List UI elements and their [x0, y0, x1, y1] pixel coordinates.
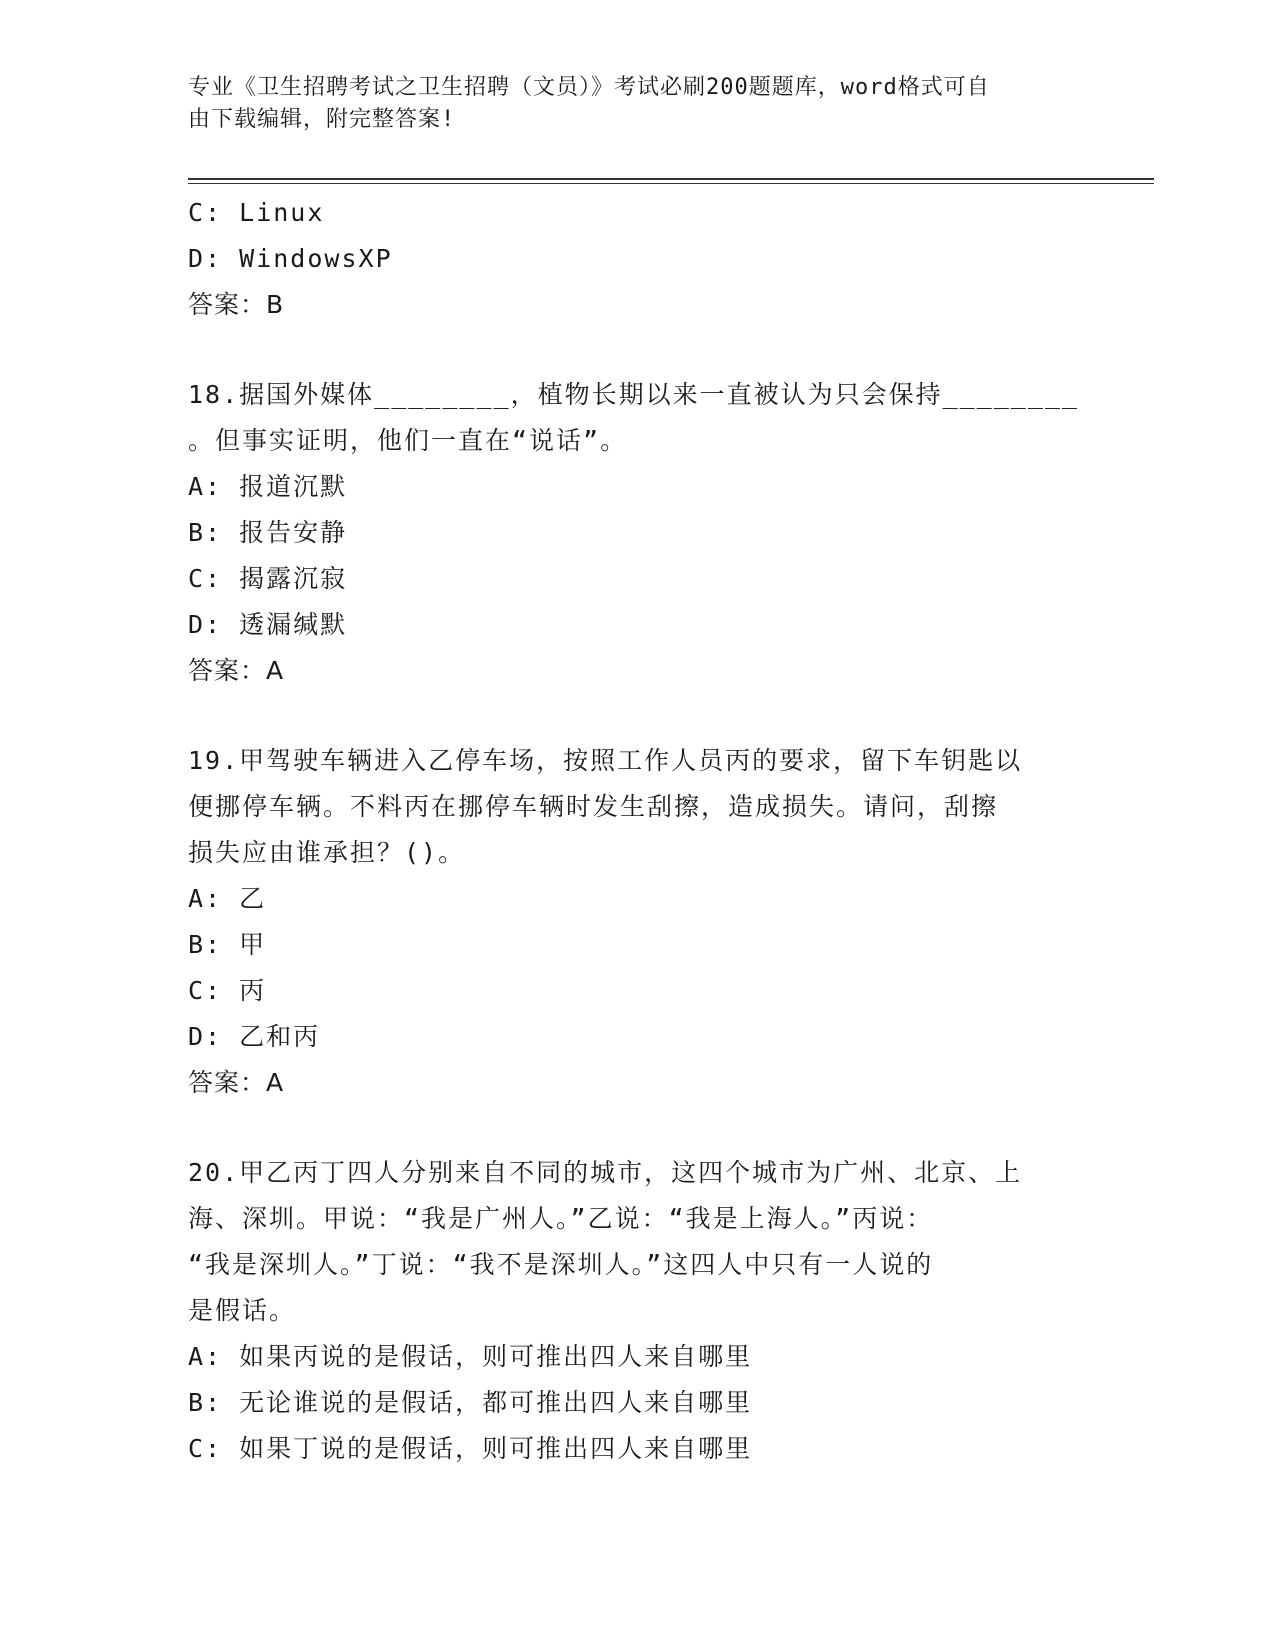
option-c: C: 丙 [188, 976, 267, 1005]
question-stem-line: 18.据国外媒体________，植物长期以来一直被认为只会保持________ [188, 380, 1079, 409]
option-b: B: 报告安静 [188, 518, 348, 547]
option-a: A: 乙 [188, 884, 267, 913]
question-20 [188, 1150, 1088, 1472]
header-line-2: 由下载编辑，附完整答案! [188, 107, 456, 132]
question-stem-line: 海、深圳。甲说：“我是广州人。”乙说：“我是上海人。”丙说： [188, 1204, 934, 1233]
option-a: A: 报道沉默 [188, 472, 348, 501]
question-stem-line: 是假话。 [188, 1296, 297, 1325]
option-b: B: 无论谁说的是假话，都可推出四人来自哪里 [188, 1388, 753, 1417]
question-stem-line: 。但事实证明，他们一直在“说话”。 [188, 426, 628, 455]
header-divider-thick [188, 178, 1154, 180]
question-stem-line: “我是深圳人。”丁说：“我不是深圳人。”这四人中只有一人说的 [188, 1250, 934, 1279]
option-c: C: 如果丁说的是假话，则可推出四人来自哪里 [188, 1434, 753, 1463]
question-content [188, 190, 1088, 1472]
option-d: D: 乙和丙 [188, 1022, 321, 1051]
answer-line: 答案：A [188, 1068, 285, 1097]
header-line-1: 专业《卫生招聘考试之卫生招聘（文员）》考试必刷200题题库，word格式可自 [188, 75, 990, 100]
option-c: C: 揭露沉寂 [188, 564, 348, 593]
question-stem-line: 19.甲驾驶车辆进入乙停车场，按照工作人员丙的要求，留下车钥匙以 [188, 746, 1023, 775]
question-spacer [188, 1106, 1088, 1150]
question-spacer [188, 694, 1088, 738]
option-d: D: WindowsXP [188, 244, 393, 273]
option-b: B: 甲 [188, 930, 267, 959]
option-a: A: 如果丙说的是假话，则可推出四人来自哪里 [188, 1342, 753, 1371]
option-c: C: Linux [188, 198, 325, 227]
question-spacer [188, 328, 1088, 372]
option-d: D: 透漏缄默 [188, 610, 348, 639]
answer-line: 答案：B [188, 290, 285, 319]
document-header [188, 72, 1068, 136]
question-18 [188, 372, 1088, 694]
question-stem-line: 20.甲乙丙丁四人分别来自不同的城市，这四个城市为广州、北京、上 [188, 1158, 1023, 1187]
question-stem-line: 损失应由谁承担？()。 [188, 838, 466, 867]
question-stem-line: 便挪停车辆。不料丙在挪停车辆时发生刮擦，造成损失。请问，刮擦 [188, 792, 999, 821]
question-19 [188, 738, 1088, 1106]
question-17 [188, 190, 1088, 328]
answer-line: 答案：A [188, 656, 285, 685]
header-divider-thin [188, 183, 1154, 184]
